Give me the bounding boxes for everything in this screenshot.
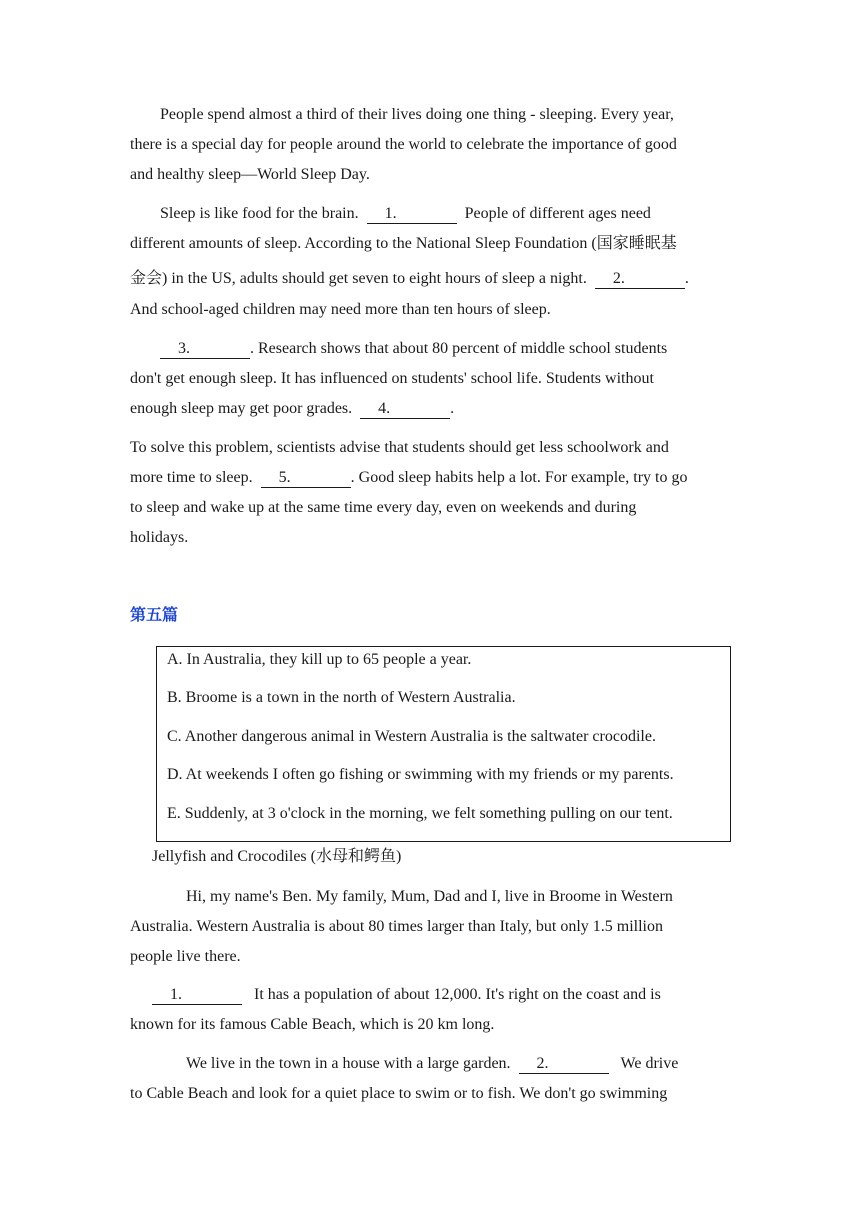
- option-b: B. Broome is a town in the north of Western Australia.: [167, 689, 516, 706]
- paragraph-line: Hi, my name's Ben. My family, Mum, Dad and I, live in Broome in Western: [186, 888, 673, 905]
- answer-blank-2[interactable]: 2.: [519, 1055, 609, 1074]
- answer-blank-2[interactable]: 2.: [595, 270, 685, 289]
- paragraph-line: 金会) in the US, adults should get seven to eight hours of sleep a night. 2. .: [130, 270, 689, 287]
- paragraph-line: holidays.: [130, 529, 189, 546]
- paragraph-line: And school-aged children may need more than ten hours of sleep.: [130, 301, 551, 318]
- paragraph-line: and healthy sleep—World Sleep Day.: [130, 166, 370, 183]
- paragraph-line: more time to sleep. 5. . Good sleep habits help a lot. For example, try to go: [130, 469, 688, 486]
- paragraph-line: different amounts of sleep. According to the National Sleep Foundation (国家睡眠基: [130, 235, 677, 252]
- paragraph-line: there is a special day for people around the world to celebrate the importance of good: [130, 136, 677, 153]
- option-e: E. Suddenly, at 3 o'clock in the morning, we felt something pulling on our tent.: [167, 805, 673, 822]
- option-c: C. Another dangerous animal in Western Australia is the saltwater crocodile.: [167, 728, 656, 745]
- answer-blank-5[interactable]: 5.: [261, 469, 351, 488]
- paragraph-line: to Cable Beach and look for a quiet place to swim or to fish. We don't go swimming: [130, 1085, 668, 1102]
- paragraph-line: 1. It has a population of about 12,000. It's right on the coast and is: [130, 980, 735, 1010]
- paragraph-line: Australia. Western Australia is about 80 times larger than Italy, but only 1.5 million: [130, 918, 663, 935]
- paragraph-line: 3. . Research shows that about 80 percent of middle school students: [130, 334, 735, 364]
- paragraph-line: People spend almost a third of their lives doing one thing - sleeping. Every year,: [160, 106, 674, 123]
- paragraph-line: to sleep and wake up at the same time every day, even on weekends and during: [130, 499, 637, 516]
- passage-title: Jellyfish and Crocodiles (水母和鳄鱼): [152, 848, 402, 865]
- paragraph-line: To solve this problem, scientists advise that students should get less schoolwork and: [130, 439, 669, 456]
- paragraph-line: known for its famous Cable Beach, which is 20 km long.: [130, 1016, 495, 1033]
- paragraph-line: people live there.: [130, 948, 241, 965]
- paragraph-line: don't get enough sleep. It has influenced on students' school life. Students without: [130, 370, 654, 387]
- paragraph-line: We live in the town in a house with a large garden. 2. We drive: [186, 1055, 679, 1072]
- options-box: [156, 646, 731, 842]
- option-a: A. In Australia, they kill up to 65 people a year.: [167, 651, 472, 668]
- section-heading: 第五篇: [130, 605, 179, 624]
- answer-blank-4[interactable]: 4.: [360, 400, 450, 419]
- paragraph-line: Sleep is like food for the brain. 1. People of different ages need: [160, 205, 651, 222]
- answer-blank-1[interactable]: 1.: [367, 205, 457, 224]
- answer-blank-1[interactable]: 1.: [152, 986, 242, 1005]
- answer-blank-3[interactable]: 3.: [160, 340, 250, 359]
- paragraph-line: enough sleep may get poor grades. 4. .: [130, 400, 455, 417]
- option-d: D. At weekends I often go fishing or swimming with my friends or my parents.: [167, 766, 674, 783]
